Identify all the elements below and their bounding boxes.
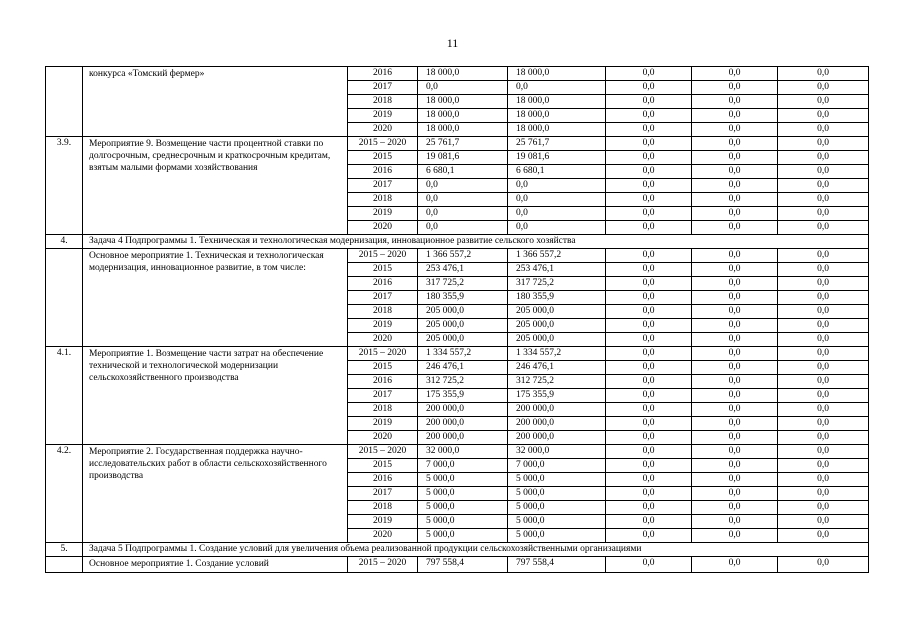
cell-period: 2018 (348, 193, 418, 207)
cell-regional: 0,0 (508, 81, 606, 95)
cell-local: 0,0 (692, 81, 778, 95)
cell-federal: 0,0 (606, 67, 692, 81)
cell-regional: 5 000,0 (508, 515, 606, 529)
cell-regional: 253 476,1 (508, 263, 606, 277)
cell-local: 0,0 (692, 487, 778, 501)
cell-local: 0,0 (692, 417, 778, 431)
cell-other: 0,0 (778, 179, 869, 193)
cell-regional: 246 476,1 (508, 361, 606, 375)
cell-regional: 0,0 (508, 179, 606, 193)
cell-regional: 180 355,9 (508, 291, 606, 305)
cell-other: 0,0 (778, 319, 869, 333)
row-code: 4.2. (46, 445, 83, 543)
cell-total: 5 000,0 (418, 501, 508, 515)
budget-table (45, 66, 869, 573)
cell-other: 0,0 (778, 277, 869, 291)
table-row (46, 445, 869, 459)
cell-period: 2016 (348, 375, 418, 389)
cell-total: 797 558,4 (418, 557, 508, 573)
cell-federal: 0,0 (606, 151, 692, 165)
cell-total: 18 000,0 (418, 95, 508, 109)
cell-federal: 0,0 (606, 375, 692, 389)
activity-name: конкурса «Томский фермер» (83, 67, 348, 137)
cell-other: 0,0 (778, 291, 869, 305)
cell-regional: 5 000,0 (508, 473, 606, 487)
cell-federal: 0,0 (606, 137, 692, 151)
task-row (46, 235, 869, 249)
cell-regional: 32 000,0 (508, 445, 606, 459)
cell-federal: 0,0 (606, 193, 692, 207)
cell-other: 0,0 (778, 389, 869, 403)
cell-other: 0,0 (778, 431, 869, 445)
cell-period: 2015 (348, 361, 418, 375)
cell-regional: 205 000,0 (508, 305, 606, 319)
cell-federal: 0,0 (606, 487, 692, 501)
cell-federal: 0,0 (606, 305, 692, 319)
cell-federal: 0,0 (606, 361, 692, 375)
cell-regional: 5 000,0 (508, 529, 606, 543)
cell-total: 6 680,1 (418, 165, 508, 179)
activity-name: Мероприятие 1. Возмещение части затрат на обеспечение технической и технологической модернизации сельскохозяйственного производства (83, 347, 348, 445)
cell-federal: 0,0 (606, 179, 692, 193)
cell-federal: 0,0 (606, 431, 692, 445)
cell-local: 0,0 (692, 123, 778, 137)
table-row (46, 557, 869, 573)
cell-total: 0,0 (418, 221, 508, 235)
cell-regional: 797 558,4 (508, 557, 606, 573)
cell-regional: 6 680,1 (508, 165, 606, 179)
cell-period: 2015 – 2020 (348, 445, 418, 459)
cell-regional: 7 000,0 (508, 459, 606, 473)
cell-total: 200 000,0 (418, 403, 508, 417)
cell-regional: 0,0 (508, 221, 606, 235)
cell-federal: 0,0 (606, 403, 692, 417)
row-code: 5. (46, 543, 83, 557)
cell-local: 0,0 (692, 361, 778, 375)
cell-period: 2015 (348, 263, 418, 277)
cell-total: 205 000,0 (418, 319, 508, 333)
cell-federal: 0,0 (606, 277, 692, 291)
cell-federal: 0,0 (606, 249, 692, 263)
cell-federal: 0,0 (606, 515, 692, 529)
cell-period: 2017 (348, 81, 418, 95)
cell-other: 0,0 (778, 473, 869, 487)
cell-other: 0,0 (778, 165, 869, 179)
cell-total: 5 000,0 (418, 515, 508, 529)
cell-other: 0,0 (778, 375, 869, 389)
cell-other: 0,0 (778, 529, 869, 543)
cell-other: 0,0 (778, 95, 869, 109)
cell-total: 246 476,1 (418, 361, 508, 375)
cell-period: 2015 – 2020 (348, 249, 418, 263)
activity-name: Основное мероприятие 1. Создание условий (83, 557, 348, 573)
cell-period: 2016 (348, 67, 418, 81)
cell-total: 0,0 (418, 193, 508, 207)
cell-total: 0,0 (418, 179, 508, 193)
row-code (46, 67, 83, 137)
cell-period: 2015 – 2020 (348, 347, 418, 361)
cell-local: 0,0 (692, 193, 778, 207)
cell-period: 2015 (348, 459, 418, 473)
activity-name: Мероприятие 2. Государственная поддержка научно-исследовательских работ в области сельскохозяйственного производства (83, 445, 348, 543)
cell-total: 180 355,9 (418, 291, 508, 305)
cell-federal: 0,0 (606, 445, 692, 459)
task-title: Задача 4 Подпрограммы 1. Техническая и технологическая модернизация, инновационное развитие сельского хозяйства (83, 235, 869, 249)
cell-local: 0,0 (692, 319, 778, 333)
cell-local: 0,0 (692, 375, 778, 389)
cell-regional: 5 000,0 (508, 501, 606, 515)
cell-total: 5 000,0 (418, 487, 508, 501)
cell-total: 200 000,0 (418, 431, 508, 445)
cell-period: 2017 (348, 291, 418, 305)
cell-federal: 0,0 (606, 417, 692, 431)
cell-federal: 0,0 (606, 473, 692, 487)
cell-other: 0,0 (778, 557, 869, 573)
cell-local: 0,0 (692, 459, 778, 473)
cell-local: 0,0 (692, 445, 778, 459)
cell-federal: 0,0 (606, 291, 692, 305)
cell-local: 0,0 (692, 515, 778, 529)
cell-period: 2018 (348, 305, 418, 319)
cell-total: 5 000,0 (418, 529, 508, 543)
cell-period: 2020 (348, 123, 418, 137)
cell-period: 2016 (348, 277, 418, 291)
cell-federal: 0,0 (606, 165, 692, 179)
cell-period: 2017 (348, 179, 418, 193)
cell-total: 7 000,0 (418, 459, 508, 473)
cell-other: 0,0 (778, 137, 869, 151)
cell-period: 2015 (348, 151, 418, 165)
cell-regional: 200 000,0 (508, 417, 606, 431)
cell-local: 0,0 (692, 221, 778, 235)
table-row (46, 249, 869, 263)
cell-period: 2020 (348, 333, 418, 347)
cell-period: 2019 (348, 207, 418, 221)
row-code (46, 557, 83, 573)
cell-period: 2017 (348, 487, 418, 501)
cell-other: 0,0 (778, 123, 869, 137)
cell-local: 0,0 (692, 501, 778, 515)
cell-other: 0,0 (778, 515, 869, 529)
cell-total: 175 355,9 (418, 389, 508, 403)
row-code: 4.1. (46, 347, 83, 445)
cell-local: 0,0 (692, 557, 778, 573)
cell-regional: 0,0 (508, 207, 606, 221)
cell-regional: 205 000,0 (508, 333, 606, 347)
cell-local: 0,0 (692, 291, 778, 305)
cell-local: 0,0 (692, 95, 778, 109)
cell-total: 205 000,0 (418, 305, 508, 319)
cell-period: 2018 (348, 501, 418, 515)
cell-period: 2018 (348, 403, 418, 417)
cell-federal: 0,0 (606, 109, 692, 123)
table-row (46, 137, 869, 151)
table-row (46, 67, 869, 81)
cell-regional: 175 355,9 (508, 389, 606, 403)
cell-total: 18 000,0 (418, 123, 508, 137)
cell-other: 0,0 (778, 151, 869, 165)
cell-other: 0,0 (778, 109, 869, 123)
cell-regional: 18 000,0 (508, 67, 606, 81)
cell-local: 0,0 (692, 165, 778, 179)
cell-local: 0,0 (692, 137, 778, 151)
cell-local: 0,0 (692, 529, 778, 543)
cell-federal: 0,0 (606, 529, 692, 543)
cell-regional: 25 761,7 (508, 137, 606, 151)
row-code: 4. (46, 235, 83, 249)
cell-regional: 18 000,0 (508, 95, 606, 109)
cell-other: 0,0 (778, 81, 869, 95)
cell-total: 205 000,0 (418, 333, 508, 347)
cell-federal: 0,0 (606, 123, 692, 137)
cell-regional: 1 334 557,2 (508, 347, 606, 361)
cell-local: 0,0 (692, 207, 778, 221)
cell-local: 0,0 (692, 263, 778, 277)
task-title: Задача 5 Подпрограммы 1. Создание условий для увеличения объема реализованной продукции сельскохозяйственными организациями (83, 543, 869, 557)
cell-period: 2015 – 2020 (348, 137, 418, 151)
cell-regional: 200 000,0 (508, 431, 606, 445)
cell-period: 2016 (348, 473, 418, 487)
cell-period: 2020 (348, 431, 418, 445)
cell-period: 2015 – 2020 (348, 557, 418, 573)
row-code (46, 249, 83, 347)
cell-period: 2017 (348, 389, 418, 403)
cell-local: 0,0 (692, 179, 778, 193)
cell-local: 0,0 (692, 347, 778, 361)
cell-period: 2019 (348, 319, 418, 333)
cell-other: 0,0 (778, 403, 869, 417)
cell-other: 0,0 (778, 417, 869, 431)
cell-other: 0,0 (778, 333, 869, 347)
cell-total: 18 000,0 (418, 67, 508, 81)
activity-name: Мероприятие 9. Возмещение части процентной ставки по долгосрочным, среднесрочным и краткосрочным кредитам, взятым малыми формами хозяйствования (83, 137, 348, 235)
cell-period: 2019 (348, 417, 418, 431)
cell-total: 253 476,1 (418, 263, 508, 277)
cell-total: 317 725,2 (418, 277, 508, 291)
row-code: 3.9. (46, 137, 83, 235)
cell-federal: 0,0 (606, 333, 692, 347)
cell-other: 0,0 (778, 347, 869, 361)
cell-local: 0,0 (692, 67, 778, 81)
cell-local: 0,0 (692, 333, 778, 347)
cell-local: 0,0 (692, 431, 778, 445)
cell-total: 19 081,6 (418, 151, 508, 165)
cell-local: 0,0 (692, 109, 778, 123)
cell-total: 312 725,2 (418, 375, 508, 389)
cell-federal: 0,0 (606, 501, 692, 515)
cell-federal: 0,0 (606, 81, 692, 95)
cell-federal: 0,0 (606, 207, 692, 221)
cell-federal: 0,0 (606, 221, 692, 235)
cell-period: 2018 (348, 95, 418, 109)
cell-total: 200 000,0 (418, 417, 508, 431)
cell-total: 0,0 (418, 207, 508, 221)
cell-other: 0,0 (778, 459, 869, 473)
cell-local: 0,0 (692, 277, 778, 291)
cell-regional: 18 000,0 (508, 109, 606, 123)
cell-period: 2020 (348, 529, 418, 543)
cell-other: 0,0 (778, 501, 869, 515)
cell-regional: 312 725,2 (508, 375, 606, 389)
cell-total: 0,0 (418, 81, 508, 95)
cell-regional: 1 366 557,2 (508, 249, 606, 263)
cell-local: 0,0 (692, 389, 778, 403)
cell-other: 0,0 (778, 361, 869, 375)
activity-name: Основное мероприятие 1. Техническая и технологическая модернизация, инновационное развитие, в том числе: (83, 249, 348, 347)
page-number: 11 (446, 36, 459, 50)
cell-federal: 0,0 (606, 319, 692, 333)
cell-other: 0,0 (778, 207, 869, 221)
task-row (46, 543, 869, 557)
cell-local: 0,0 (692, 305, 778, 319)
cell-regional: 0,0 (508, 193, 606, 207)
cell-local: 0,0 (692, 151, 778, 165)
cell-regional: 18 000,0 (508, 123, 606, 137)
cell-federal: 0,0 (606, 557, 692, 573)
cell-federal: 0,0 (606, 459, 692, 473)
cell-federal: 0,0 (606, 389, 692, 403)
cell-period: 2019 (348, 515, 418, 529)
table-row (46, 347, 869, 361)
cell-regional: 5 000,0 (508, 487, 606, 501)
cell-federal: 0,0 (606, 347, 692, 361)
cell-total: 1 334 557,2 (418, 347, 508, 361)
cell-total: 1 366 557,2 (418, 249, 508, 263)
cell-local: 0,0 (692, 249, 778, 263)
cell-total: 5 000,0 (418, 473, 508, 487)
cell-federal: 0,0 (606, 95, 692, 109)
cell-local: 0,0 (692, 403, 778, 417)
cell-regional: 205 000,0 (508, 319, 606, 333)
cell-other: 0,0 (778, 445, 869, 459)
cell-other: 0,0 (778, 221, 869, 235)
cell-federal: 0,0 (606, 263, 692, 277)
cell-regional: 200 000,0 (508, 403, 606, 417)
cell-period: 2016 (348, 165, 418, 179)
cell-other: 0,0 (778, 487, 869, 501)
cell-other: 0,0 (778, 193, 869, 207)
cell-other: 0,0 (778, 263, 869, 277)
cell-period: 2020 (348, 221, 418, 235)
cell-regional: 317 725,2 (508, 277, 606, 291)
cell-other: 0,0 (778, 67, 869, 81)
cell-total: 32 000,0 (418, 445, 508, 459)
cell-regional: 19 081,6 (508, 151, 606, 165)
cell-other: 0,0 (778, 249, 869, 263)
cell-total: 25 761,7 (418, 137, 508, 151)
cell-period: 2019 (348, 109, 418, 123)
cell-other: 0,0 (778, 305, 869, 319)
cell-local: 0,0 (692, 473, 778, 487)
cell-total: 18 000,0 (418, 109, 508, 123)
